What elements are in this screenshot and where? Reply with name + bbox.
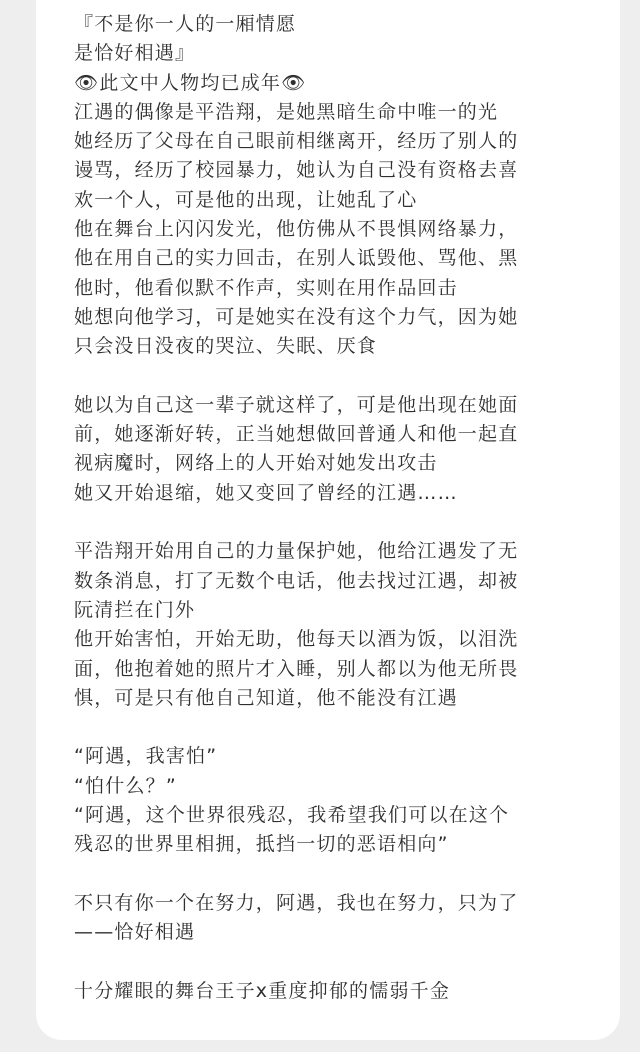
paragraph-line: 江遇的偶像是平浩翔，是她黑暗生命中唯一的光 [74, 100, 499, 123]
paragraph-line: 面，他抱着她的照片才入睡，别人都以为他无所畏 [74, 657, 519, 680]
story-text [74, 10, 614, 1006]
title-line-2: 是恰好相遇』 [74, 42, 196, 65]
paragraph-line: 她又开始退缩，她又变回了曾经的江遇…… [74, 481, 458, 504]
paragraph-line: 欢一个人，可是他的出现，让她乱了心 [74, 188, 418, 211]
paragraph-line: ——恰好相遇 [74, 921, 196, 944]
blank-line [74, 508, 614, 537]
paragraph-line: 他在舞台上闪闪发光，他仿佛从不畏惧网络暴力， [74, 218, 519, 241]
blank-line [74, 860, 614, 889]
dialogue-line: 残忍的世界里相拥，抵挡一切的恶语相向” [74, 833, 449, 856]
dialogue-line: “阿遇，这个世界很残忍，我希望我们可以在这个 [74, 804, 510, 827]
paragraph-line: 视病魔时，网络上的人开始对她发出攻击 [74, 452, 438, 475]
dialogue-line: “阿遇，我害怕” [74, 745, 218, 768]
paragraph-line: 阮清拦在门外 [74, 598, 196, 621]
paragraph-line: 他在用自己的实力回击，在别人诋毁他、骂他、黑 [74, 247, 519, 270]
tagline: 十分耀眼的舞台王子x重度抑郁的懦弱千金 [74, 979, 451, 1002]
paragraph-line: 不只有你一个在努力，阿遇，我也在努力，只为了 [74, 891, 519, 914]
blank-line [74, 713, 614, 742]
paragraph-line: 他时，他看似默不作声，实则在用作品回击 [74, 276, 458, 299]
paragraph-line: 他开始害怕，开始无助，他每天以酒为饭，以泪洗 [74, 628, 519, 651]
age-notice: 👁此文中人物均已成年👁 [74, 71, 307, 94]
paragraph-line: 谩骂，经历了校园暴力，她认为自己没有资格去喜 [74, 159, 519, 182]
blank-line [74, 948, 614, 977]
paragraph-line: 平浩翔开始用自己的力量保护她，他给江遇发了无 [74, 540, 519, 563]
paragraph-line: 前，她逐渐好转，正当她想做回普通人和他一起直 [74, 423, 519, 446]
paragraph-line: 惧，可是只有他自己知道，他不能没有江遇 [74, 686, 458, 709]
paragraph-line: 她经历了父母在自己眼前相继离开，经历了别人的 [74, 130, 519, 153]
title-line-1: 『不是你一人的一厢情愿 [74, 13, 297, 35]
blank-line [74, 362, 614, 391]
dialogue-line: “怕什么？” [74, 774, 177, 797]
paragraph-line: 她以为自己这一辈子就这样了，可是他出现在她面 [74, 393, 519, 416]
paragraph-line: 她想向他学习，可是她实在没有这个力气，因为她 [74, 305, 519, 328]
paragraph-line: 只会没日没夜的哭泣、失眠、厌食 [74, 335, 378, 358]
paragraph-line: 数条消息，打了无数个电话，他去找过江遇，却被 [74, 569, 519, 592]
